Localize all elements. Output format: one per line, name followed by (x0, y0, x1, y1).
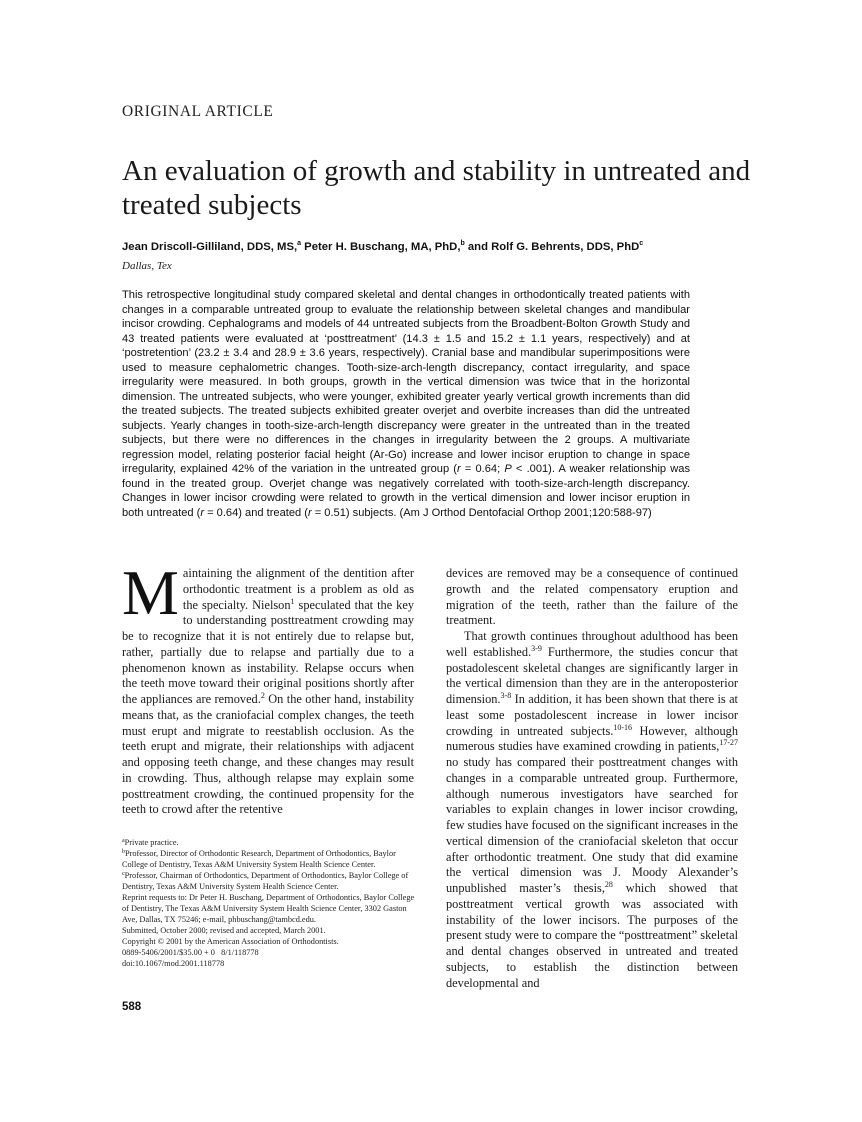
author-list (122, 241, 762, 253)
paragraph-text: However, although numerous studies have examined crowding in patients, (446, 723, 738, 754)
citation-ref: 1 (290, 596, 295, 606)
paragraph-text: That growth continues throughout adulthood has been well established. (446, 629, 738, 659)
reprint-requests: Reprint requests to: Dr Peter H. Buschang, Department of Orthodontics, Baylor College of Dentistry, The Texas A&M University System Health Science Center, 3302 Gaston Ave, Dallas, TX 75246; e-mail, phbuschang@tambcd.edu. (122, 893, 415, 924)
author-location: Dallas, Tex (122, 260, 172, 272)
paragraph-text: speculated that the key to understanding posttreatment crowding may be to recognize that it is not entirely due to relapse but, rather, partially due to relapse and partially due to a phenomenon known as instability. Relapse occurs when the teeth move toward their original positions shortly after the appliances are removed. (122, 597, 414, 706)
author-2: Peter H. Buschang, MA, PhD, (301, 241, 461, 253)
paragraph-text: which showed that posttreatment vertical growth was associated with instability of the lower incisors. The purposes of the present study were to compare the “posttreatment” skeletal and dental changes observed in untreated and treated subjects, to establish the distinction between developmental and (446, 881, 738, 990)
section-label: ORIGINAL ARTICLE (122, 103, 274, 120)
body-column-right (446, 566, 738, 991)
author-3-affiliation-mark: c (639, 240, 644, 247)
abstract (122, 288, 690, 520)
body-column-left (122, 557, 414, 818)
citation-ref: 10-16 (613, 722, 633, 732)
author-2-affiliation-mark: b (460, 240, 465, 247)
intro-paragraph-1-continued: devices are removed may be a consequence of continued growth and the related compensatory eruption and migration of the teeth, rather than the failure of the treatment. (446, 566, 738, 628)
citation-ref: 3-9 (531, 643, 542, 653)
author-1: Jean Driscoll-Gilliland, DDS, MS, (122, 241, 298, 253)
citation-ref: 2 (260, 691, 265, 700)
abstract-text: This retrospective longitudinal study compared skeletal and dental changes in orthodontically treated patients with changes in a comparable untreated group to evaluate the relationship between skeletal changes and mandibular incisor crowding. Cephalograms and models of 44 untreated subjects from the Broadbent-Bolton Growth Study and 43 treated patients were evaluated at ‘posttreatment’ (14.3 ± 1.5 and 15.2 ± 1.1 years, respectively) and at ‘postretention’ (23.2 ± 3.4 and 28.9 ± 3.6 years, respectively). Cranial base and mandibular superimpositions were used to measure cephalometric changes. Tooth-size-arch-length discrepancy, contact irregularity, and space irregularity were measured. In both groups, growth in the vertical dimension was twice that in the horizontal dimension. The untreated subjects, who were younger, exhibited greater yearly vertical growth increments than did the treated subjects. The treated subjects exhibited greater overjet and overbite increases than did the untreated subjects. Yearly changes in tooth-size-arch-length discrepancy were greater in the untreated than in the treated subjects, but there were no differences in the changes in irregularity between the 2 groups. A multivariate regression model, relating posterior facial height (Ar-Go) increase and lower incisor eruption to change in space irregularity, explained 42% of the variation in the untreated group ( (122, 289, 690, 475)
abstract-r-symbol: r (457, 463, 461, 475)
drop-cap: M (122, 557, 179, 628)
article-title: An evaluation of growth and stability in untreated and treated subjects (122, 155, 751, 221)
abstract-p-symbol: P (504, 463, 512, 475)
citation-ref: 3-8 (500, 691, 512, 700)
issn-line: 0889-5406/2001/$35.00 + 0 8/1/118778 (122, 948, 259, 957)
abstract-text: = 0.51) subjects. (Am J Orthod Dentofacial Orthop 2001;120:588-97) (311, 506, 652, 519)
copyright-notice: Copyright © 2001 by the American Association of Orthodontists. (122, 937, 339, 946)
paragraph-text: On the other hand, instability means that, as the craniofacial complex changes, the teeth must erupt and migrate to reestablish occlusion. As the teeth erupt and migrate, their relationships with adjacent and opposing teeth change, and these changes may result in crowding. Thus, although relapse may explain some posttreatment crowding, the continued propensity for the teeth to crowd after the retentive (122, 692, 414, 817)
paragraph-text: aintaining the alignment of the dentition after orthodontic treatment is a problem as old as the specialty. Nielson (182, 566, 414, 612)
footnotes (122, 837, 416, 969)
page-number: 588 (122, 1001, 142, 1013)
intro-paragraph-2 (446, 629, 738, 991)
footnote-mark: c (122, 871, 125, 877)
footnote-a (122, 837, 416, 848)
abstract-r-symbol: r (200, 506, 205, 519)
author-3: and Rolf G. Behrents, DDS, PhD (464, 241, 640, 253)
paragraph-text: In addition, it has been shown that there is at least some postadolescent increase in lower incisor crowding in untreated subjects. (446, 692, 738, 738)
footnote-mark: b (122, 849, 125, 855)
footnote-c (122, 870, 416, 892)
paragraph-text: no study has compared their posttreatment changes with changes in a comparable untreated group. Furthermore, although numerous investigators have searched for variables to explain changes in lower incisor crowding, few studies have focused on the significant increases in the vertical dimension of the craniofacial skeleton that occur after orthodontic treatment. One study that did examine the vertical dimension was J. Moody Alexander’s unpublished master’s thesis, (446, 755, 738, 895)
footnote-text: Private practice. (124, 838, 179, 847)
citation-ref: 17-27 (719, 738, 738, 748)
citation-ref: 28 (604, 880, 613, 889)
abstract-r-symbol: r (307, 506, 312, 519)
footnote-b (122, 848, 416, 870)
author-1-affiliation-mark: a (297, 240, 302, 247)
abstract-text: = 0.64; (460, 463, 505, 475)
footnote-text: Professor, Director of Orthodontic Research, Department of Orthodontics, Baylor College of Dentistry, Texas A&M University System Health Science Center. (122, 849, 396, 869)
doi-line: doi:10.1067/mod.2001.118778 (122, 959, 225, 968)
abstract-text: = 0.64) and treated ( (204, 506, 308, 519)
footnote-mark: a (122, 838, 125, 844)
abstract-text: < .001). A weaker relationship was found in the treated group. Overjet change was negatively correlated with tooth-size-arch-length discrepancy. Changes in lower incisor crowding were related to growth in the vertical dimension and lower incisor eruption in both untreated ( (122, 463, 690, 519)
paragraph-text: Furthermore, the studies concur that postadolescent skeletal changes are significantly larger in the vertical dimension than they are in the anteroposterior dimension. (446, 644, 738, 706)
footnote-text: Professor, Chairman of Orthodontics, Department of Orthodontics, Baylor College of Dentistry, Texas A&M University System Health Science Center. (122, 871, 409, 891)
submission-dates: Submitted, October 2000; revised and accepted, March 2001. (122, 926, 326, 935)
intro-paragraph-1 (122, 557, 414, 818)
